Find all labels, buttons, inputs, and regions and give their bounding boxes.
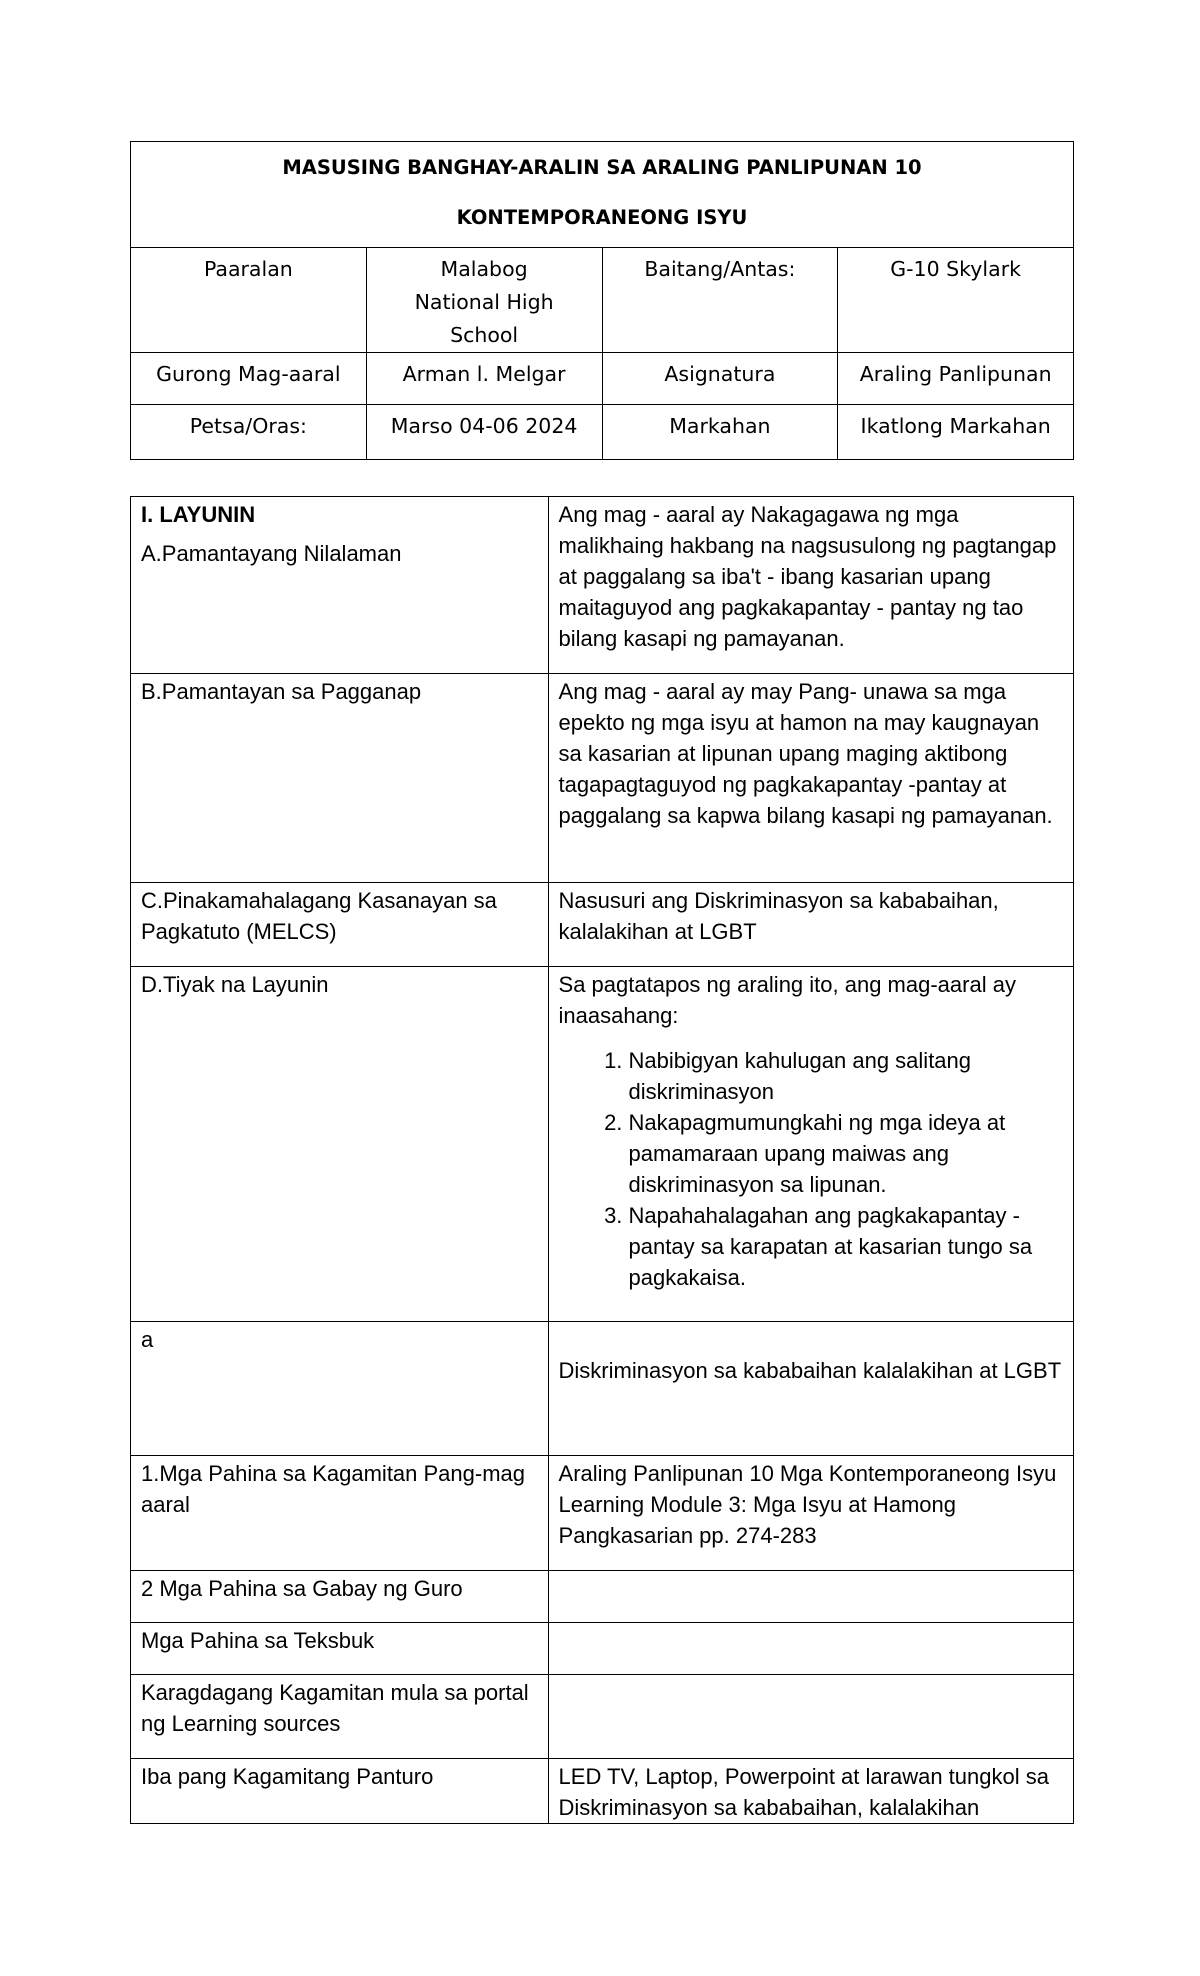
row-label: 2 Mga Pahina sa Gabay ng Guro	[131, 1571, 549, 1623]
value-cell	[548, 967, 1073, 1322]
header-cell: Arman l. Melgar	[366, 353, 602, 405]
header-cell: Ikatlong Markahan	[838, 405, 1074, 460]
row-label: 1.Mga Pahina sa Kagamitan Pang-mag aaral	[131, 1456, 549, 1571]
row-label: Iba pang Kagamitang Panturo	[131, 1759, 549, 1824]
header-cell: Gurong Mag-aaral	[131, 353, 367, 405]
header-cell: Baitang/Antas:	[602, 248, 838, 353]
header-cell: Araling Panlipunan	[838, 353, 1074, 405]
header-title-cell	[131, 142, 1074, 248]
header-cell: Asignatura	[602, 353, 838, 405]
value-cell: Nasusuri ang Diskriminasyon sa kababaihan, kalalakihan at LGBT	[548, 883, 1073, 967]
value-cell: Ang mag - aaral ay may Pang- unawa sa mga epekto ng mga isyu at hamon na may kaugnayan sa kasarian at lipunan upang maging aktibong tagapagtaguyod ng pagkakapantay -pantay at paggalang sa kapwa bilang kasapi ng pamayanan.	[548, 674, 1073, 883]
table-row	[131, 1571, 1074, 1623]
row-label: B.Pamantayan sa Pagganap	[131, 674, 549, 883]
document-subtitle: KONTEMPORANEONG ISYU	[456, 206, 748, 229]
document-title: MASUSING BANGHAY-ARALIN SA ARALING PANLIPUNAN 10	[282, 156, 922, 179]
value-cell: LED TV, Laptop, Powerpoint at larawan tungkol sa Diskriminasyon sa kababaihan, kalalakihan	[548, 1759, 1073, 1824]
table-row	[131, 1322, 1074, 1456]
header-cell: Malabog National High School	[366, 248, 602, 353]
header-row	[131, 353, 1074, 405]
table-row	[131, 1623, 1074, 1675]
row-label: D.Tiyak na Layunin	[131, 967, 549, 1322]
header-cell: Marso 04-06 2024	[366, 405, 602, 460]
table-row	[131, 1675, 1074, 1759]
objectives-intro: Sa pagtatapos ng araling ito, ang mag-aaral ay inaasahang:	[558, 972, 1016, 1028]
header-row	[131, 248, 1074, 353]
section-heading: I. LAYUNIN	[141, 502, 256, 527]
value-cell	[548, 1322, 1073, 1456]
objectives-list	[559, 1045, 1063, 1293]
list-item: 1. Nabibigyan kahulugan ang salitang diskriminasyon	[629, 1045, 1063, 1107]
row-label: Karagdagang Kagamitan mula sa portal ng Learning sources	[131, 1675, 549, 1759]
header-table	[130, 141, 1074, 460]
row-label: C.Pinakamahalagang Kasanayan sa Pagkatuto (MELCS)	[131, 883, 549, 967]
header-row	[131, 405, 1074, 460]
header-cell: Paaralan	[131, 248, 367, 353]
table-row	[131, 497, 1074, 674]
table-row	[131, 1759, 1074, 1824]
label-cell	[131, 497, 549, 674]
table-row	[131, 883, 1074, 967]
list-item: 2. Nakapagmumungkahi ng mga ideya at pamamaraan upang maiwas ang diskriminasyon sa lipunan.	[629, 1107, 1063, 1200]
table-row	[131, 967, 1074, 1322]
row-label: a	[131, 1322, 549, 1456]
row-label: Mga Pahina sa Teksbuk	[131, 1623, 549, 1675]
table-row	[131, 1456, 1074, 1571]
header-cell: Markahan	[602, 405, 838, 460]
value-cell	[548, 1675, 1073, 1759]
row-label: A.Pamantayang Nilalaman	[141, 541, 402, 566]
value-cell	[548, 1623, 1073, 1675]
list-item: 3. Napahahalagahan ang pagkakapantay -pantay sa karapatan at kasarian tungo sa pagkakaisa.	[629, 1200, 1063, 1293]
lesson-plan-table	[130, 496, 1074, 1824]
table-row	[131, 674, 1074, 883]
header-cell: G-10 Skylark	[838, 248, 1074, 353]
topic-text: Diskriminasyon sa kababaihan kalalakihan at LGBT	[558, 1358, 1062, 1383]
value-cell: Araling Panlipunan 10 Mga Kontemporaneong Isyu Learning Module 3: Mga Isyu at Hamong Pangkasarian pp. 274-283	[548, 1456, 1073, 1571]
value-cell: Ang mag - aaral ay Nakagagawa ng mga malikhaing hakbang na nagsusulong ng pagtangap at paggalang sa iba't - ibang kasarian upang maitaguyod ang pagkakapantay - pantay ng tao bilang kasapi ng pamayanan.	[548, 497, 1073, 674]
value-cell	[548, 1571, 1073, 1623]
header-cell: Petsa/Oras:	[131, 405, 367, 460]
